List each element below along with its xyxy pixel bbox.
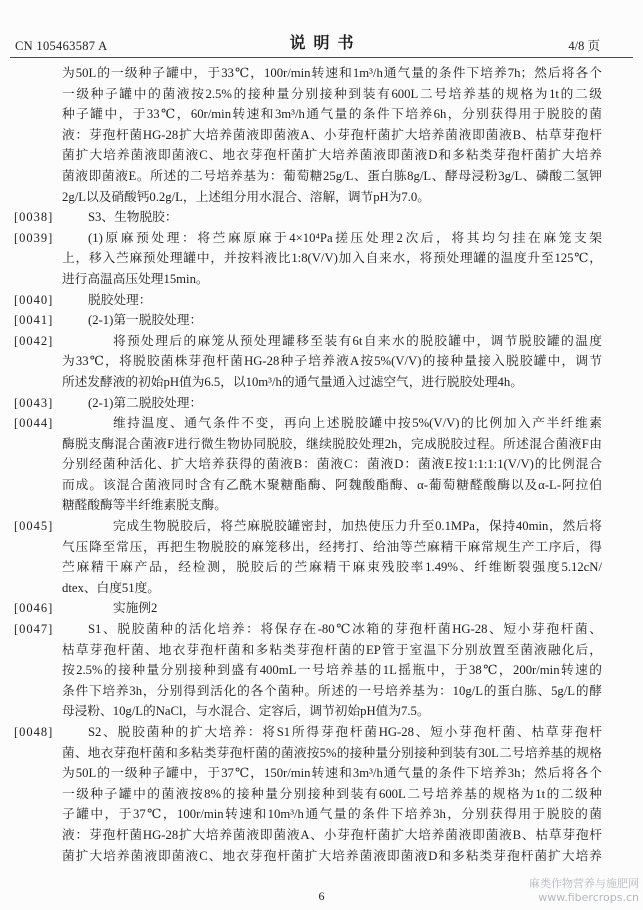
paragraph-0048	[0, 722, 643, 866]
paragraph-text	[62, 516, 602, 598]
paragraph-text	[62, 331, 602, 393]
text-line: dtex、白度51度。	[62, 580, 160, 595]
text-line: (2-1)第二脱胶处理：	[88, 395, 203, 410]
text-line: 子罐中，于37℃，100r/min转速和10m³/h通气量的条件下培养3h，分别获得用于脱胶的菌	[62, 807, 602, 822]
paragraph-number: [0048]	[14, 725, 54, 739]
watermark-site-name: 麻类作物营养与施肥网	[529, 877, 639, 890]
paragraph-continued	[0, 63, 643, 207]
text-line: 菌液即菌液E。所述的二号培养基为：葡萄糖25g/L、蛋白胨8g/L、酵母浸粉3g/L、磷酸二氢钾	[62, 168, 602, 183]
site-watermark	[529, 877, 639, 905]
text-line: 菌、地衣芽孢杆菌和多粘类芽孢杆菌的菌液按5%的接种量分别接种到装有30L二号培养基的规格	[62, 745, 602, 760]
text-line: 而成。该混合菌液同时含有乙酰木聚糖酯酶、阿魏酸酯酶、α-葡萄糖醛酸酶以及α-L-阿拉伯	[62, 477, 602, 492]
paragraph-0046	[0, 598, 643, 619]
text-line: 酶脱支酶混合菌液F进行微生物协同脱胶，继续脱胶处理2h，完成脱胶过程。所述混合菌液F由	[62, 436, 602, 451]
paragraph-number: [0046]	[14, 601, 54, 616]
paragraph-0040	[0, 290, 643, 311]
text-line: 维持温度、通气条件不变，再向上述脱胶罐中按5%(V/V)的比例加入产半纤维素	[113, 416, 602, 431]
text-line: 糖醛酸酶等半纤维素脱支酶。	[62, 498, 227, 513]
paragraph-text	[62, 619, 602, 722]
text-line: 枯草芽孢杆菌、地衣芽孢杆菌和多粘类芽孢杆菌的EP管于室温下分别放置至菌液融化后，	[62, 642, 602, 657]
text-line: (1)原麻预处理：将苎麻原麻于4×10⁴Pa搓压处理2次后，将其均匀挂在麻笼支架	[88, 230, 602, 245]
paragraph-text	[62, 228, 602, 290]
paragraph-number: [0038]	[14, 210, 54, 225]
paragraph-number: [0044]	[14, 416, 54, 431]
text-line: 种子罐中，于33℃，60r/min转速和3m³/h通气量的条件下培养6h，分别获得用于脱胶的菌	[62, 107, 602, 122]
text-line: 苎麻精干麻产品，经检测，脱胶后的苎麻精干麻束残胶率1.49%、纤维断裂强度5.12cN/	[62, 560, 602, 575]
description-body	[0, 63, 643, 866]
paragraph-number: [0040]	[14, 292, 54, 307]
paragraph-0038	[0, 207, 643, 228]
text-line: 上，移入苎麻预处理罐中，并按料液比1:8(V/V)加入自来水，将预处理罐的温度升至125℃，	[62, 251, 602, 266]
paragraph-text	[62, 310, 602, 331]
text-line: S1、脱胶菌种的活化培养：将保存在-80℃冰箱的芽孢杆菌HG-28、短小芽孢杆菌、	[88, 622, 602, 637]
text-line: 母浸粉、10g/L的NaCl，与水混合、定容后，调节初始pH值为7.5。	[62, 704, 430, 719]
paragraph-text	[62, 722, 602, 866]
paragraph-text	[62, 207, 602, 228]
example-heading: 实施例2	[113, 601, 158, 616]
page-number: 6	[318, 889, 325, 903]
document-type-title: 说明书	[289, 35, 362, 52]
paragraph-text	[62, 290, 602, 311]
text-line: 进行高温高压处理15min。	[62, 271, 209, 286]
paragraph-number: [0042]	[14, 333, 54, 348]
paragraph-0044	[0, 413, 643, 516]
paragraph-0042	[0, 331, 643, 393]
text-line: 脱胶处理：	[88, 292, 152, 307]
paragraph-number: [0039]	[14, 230, 54, 245]
paragraph-0047	[0, 619, 643, 722]
text-line: 为50L的一级种子罐中，于33℃，100r/min转速和1m³/h通气量的条件下培养7h；然后将各个	[62, 66, 602, 80]
text-line: 分别经菌种活化、扩大培养获得的菌液B：菌液C：菌液D：菌液E按1:1:1:1(V/V)的比例混合	[62, 457, 602, 472]
text-line: 气压降至常压，再把生物脱胶的麻笼移出，经拷打、给油等苎麻精干麻常规生产工序后，得	[62, 539, 602, 554]
paragraph-0039	[0, 228, 643, 290]
text-line: 为50L的一级种子罐中，于37℃，150r/min转速和3m³/h通气量的条件下培养3h；然后将各个	[62, 766, 602, 781]
paragraph-number: [0045]	[14, 519, 54, 534]
text-line: 菌扩大培养菌液即菌液C、地衣芽孢杆菌扩大培养菌液即菌液D和多粘类芽孢杆菌扩大培养	[62, 848, 602, 863]
text-line: 液：芽孢杆菌HG-28扩大培养菌液即菌液A、小芽孢杆菌扩大培养菌液即菌液B、枯草芽孢杆	[62, 827, 602, 842]
text-line: 完成生物脱胶后，将苎麻脱胶罐密封，加热使压力升至0.1MPa，保持40min，然后将	[113, 519, 602, 534]
paragraph-0043	[0, 393, 643, 414]
watermark-url: www.fibercrops.cn	[538, 891, 639, 904]
paragraph-text	[62, 413, 602, 516]
paragraph-number: [0041]	[14, 313, 54, 328]
text-line: 为33℃，将脱胶菌株芽孢杆菌HG-28种子培养液A按5%(V/V)的接种量接入脱胶罐中，调节	[62, 354, 602, 369]
header-rule	[10, 57, 633, 58]
text-line: (2-1)第一脱胶处理：	[88, 313, 203, 328]
paragraph-0041	[0, 310, 643, 331]
text-line: 菌扩大培养菌液即菌液C、地衣芽孢杆菌扩大培养菌液即菌液D和多粘类芽孢杆菌扩大培养	[62, 148, 602, 163]
text-line: 按2.5%的接种量分别接种到盛有400mL一号培养基的1L摇瓶中，于38℃，200r/min转速的	[62, 663, 602, 678]
text-line: 一级种子罐中的菌液按2.5%的接种量分别接种到装有600L二号培养基的规格为1t的二级	[62, 86, 602, 101]
text-line: 所述发酵液的初始pH值为6.5，以10m³/h的通气量通入过滤空气，进行脱胶处理4h。	[62, 374, 523, 389]
paragraph-0045	[0, 516, 643, 598]
publication-number: CN 105463587 A	[15, 39, 108, 53]
page-of-total: 4/8 页	[568, 39, 600, 53]
text-line: 条件下培养3h，分别得到活化的各个菌种。所述的一号培养基为：10g/L的蛋白胨、5g/L的酵	[62, 683, 602, 698]
paragraph-text	[62, 598, 602, 619]
paragraph-number: [0047]	[14, 622, 54, 637]
text-line: S3、生物脱胶：	[88, 210, 178, 225]
paragraph-number: [0043]	[14, 395, 54, 410]
text-line: S2、脱胶菌种的扩大培养：将S1所得芽孢杆菌HG-28、短小芽孢杆菌、枯草芽孢杆	[88, 725, 602, 739]
paragraph-text	[62, 393, 602, 414]
text-line: 液：芽孢杆菌HG-28扩大培养菌液即菌液A、小芽孢杆菌扩大培养菌液即菌液B、枯草芽孢杆	[62, 127, 602, 142]
paragraph-text	[62, 63, 602, 207]
text-line: 2g/L以及硝酸钙0.2g/L，上述组分用水混合、溶解，调节pH为7.0。	[62, 189, 430, 204]
text-line: 一级种子罐中的菌液按8%的接种量分别接种到装有600L二号培养基的规格为1t的二级种	[62, 786, 602, 801]
text-line: 将预处理后的麻笼从预处理罐移至装有6t自来水的脱胶罐中，调节脱胶罐的温度	[113, 333, 602, 348]
